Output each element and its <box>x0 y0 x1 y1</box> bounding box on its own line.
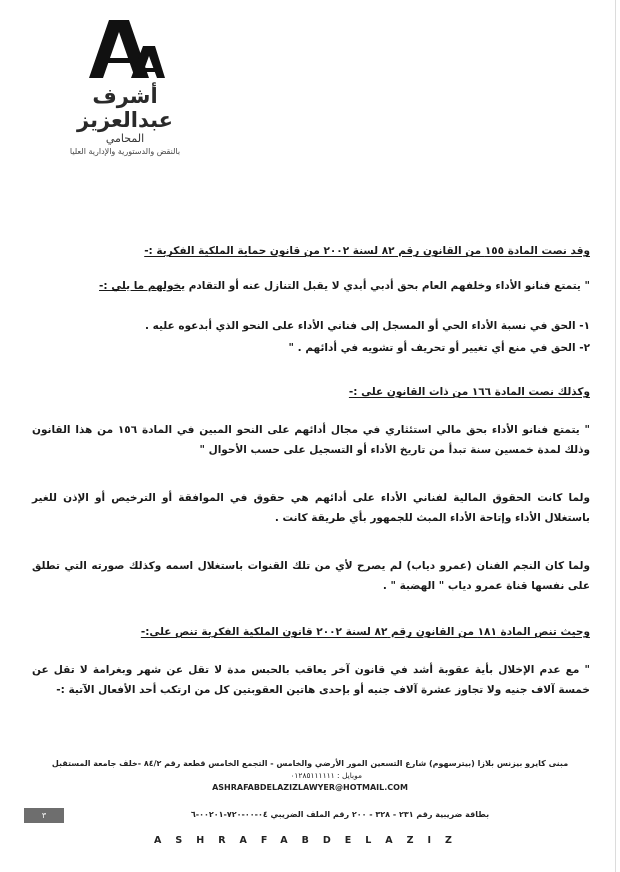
footer-address: مبنى كايرو بيزنس بلازا (بيترسهوم) شارع التسعين المور الأرضي والخامس - التجمع الخامس قطعة رقم ٨٤/٢ -خلف جامعة المستقبل <box>51 759 569 768</box>
letterhead-footer <box>28 758 592 819</box>
paragraph-5: " مع عدم الإخلال بأية عقوبة أشد في قانون آخر يعاقب بالحبس مدة لا تقل عن شهر وبغرامة لا تقل عن خمسة آلاف جنيه ولا تجاوز عشرة آلاف جنيه أو بإحدى هاتين العقوبتين كل من ارتكب أحد الأفعال الآتية :- <box>32 664 590 696</box>
footer-email: ASHRAFABDELAZIZLAWYER@HOTMAIL.COM <box>212 783 408 792</box>
body-heading-2 <box>32 384 590 400</box>
brand-name: أشرف عبدالعزيز <box>77 84 173 132</box>
body-heading-1 <box>32 243 590 259</box>
paragraph-4-block <box>32 556 590 596</box>
brand-subtitle: بالنقض والدستورية والإدارية العليا <box>69 147 181 156</box>
article-166-heading: وكذلك نصت المادة ١٦٦ من ذات القانون على :- <box>348 386 590 398</box>
paragraph-3-block <box>32 488 590 528</box>
paragraph-5-block <box>32 660 590 700</box>
body-heading-3 <box>32 624 590 640</box>
list-item-2: ٢- الحق في منع أي تغيير أو تحريف أو تشويه في أدائهم . " <box>288 342 590 354</box>
aa-logo-icon <box>85 18 165 80</box>
footer-tax-id: بطاقة ضريبية رقم ٢٣١ - ٣٢٨ - ٢٠٠ رقم الملف الضريبي ٠٤-٠٠-٧٢٠-٠٠٢٠١-٦ <box>190 810 490 819</box>
footer-mobile: موبايل : ٠١٢٨٥١١١١١١ <box>290 771 362 780</box>
letterhead-logo <box>50 18 200 157</box>
paragraph-1-underlined: يخولهم ما يلي :- <box>99 280 186 292</box>
list-block <box>32 316 590 358</box>
paragraph-2-block <box>32 420 590 460</box>
paragraph-2: " يتمتع فنانو الأداء بحق مالي استئثاري في مجال أدائهم على النحو المبين في المادة ١٥٦ من هذا القانون وذلك لمدة خمسين سنة تبدأ من تاريخ الأداء أو التسجيل على حسب الأحوال " <box>32 424 590 456</box>
list-item-1: ١- الحق في نسبة الأداء الحي أو المسجل إلى فناني الأداء على النحو الذي أبدعوه عليه . <box>144 320 590 332</box>
footer-brand-spaced: ASHRAFABDELAZIZ <box>154 835 466 846</box>
paragraph-3: ولما كانت الحقوق المالية لفناني الأداء على أدائهم هي حقوق في الموافقة أو الترخيص أو الإذن للغير باستغلال الأداء وإتاحة الأداء المبث للجمهور بأي طريقة كانت . <box>32 492 590 524</box>
paragraph-1-text: " يتمتع فنانو الأداء وخلفهم العام بحق أدبي أبدي لا يقبل التنازل عنه أو التقادم <box>185 280 590 292</box>
paragraph-1 <box>32 276 590 296</box>
article-155-heading: وقد نصت المادة ١٥٥ من القانون رقم ٨٢ لسنة ٢٠٠٢ من قانون حماية الملكية الفكرية :- <box>144 245 590 257</box>
brand-title: المحامي <box>105 132 145 145</box>
paragraph-1-block <box>32 276 590 296</box>
article-181-heading: وحيث تنص المادة ١٨١ من القانون رقم ٨٢ لسنة ٢٠٠٢ قانون الملكية الفكرية تنص على:- <box>140 626 590 638</box>
page-number-badge: ٣ <box>24 808 64 823</box>
paragraph-4: ولما كان النجم الفنان (عمرو دياب) لم يصرح لأي من تلك القنوات باستغلال اسمه وكذلك صورته التي تطلق على نفسها قناة عمرو دياب " الهضبة " . <box>32 560 590 592</box>
